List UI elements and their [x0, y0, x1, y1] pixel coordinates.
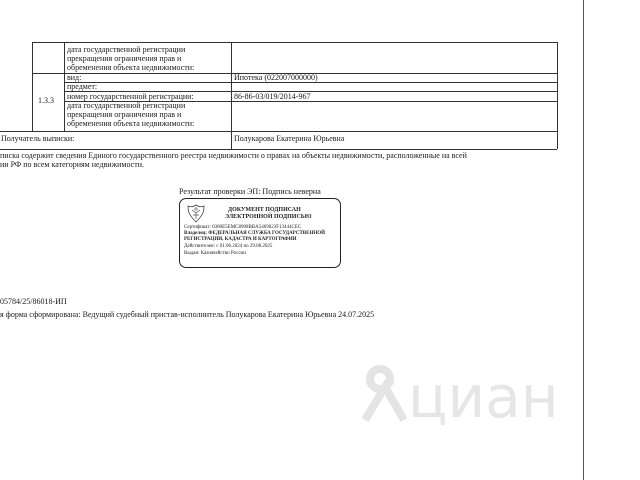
table-line: [64, 42, 65, 131]
termination-date-label: дата государственной регистрации: [67, 101, 186, 110]
reg-number-value: 86-86-03/019/2014-967: [234, 92, 311, 101]
subject-label: предмет:: [67, 82, 98, 91]
cian-logo-icon: [360, 365, 410, 425]
stamp-certificate: Сертификат: 0380E5EMC8908BBA5469023F13444CEC: [184, 225, 302, 230]
termination-date-label: обременения объекта недвижимости:: [67, 63, 195, 72]
table-line: [64, 82, 557, 83]
termination-date-label: обременения объекта недвижимости:: [67, 119, 195, 128]
stamp-owner: РЕГИСТРАЦИИ, КАДАСТРА И КАРТОГРАФИИ: [184, 237, 297, 242]
coat-of-arms-icon: [185, 203, 207, 225]
termination-date-label: прекращения ограничения прав и: [67, 54, 182, 63]
signature-check-result: Результат проверки ЭП: Подпись неверна: [179, 187, 321, 196]
stamp-title: ЭЛЕКТРОННОЙ ПОДПИСЬЮ: [225, 214, 312, 220]
table-line: [0, 131, 557, 132]
section-number: 1.3.3: [38, 96, 54, 105]
case-number: 05784/25/86018-ИП: [0, 297, 67, 306]
stamp-title: ДОКУМЕНТ ПОДПИСАН: [228, 207, 301, 213]
stamp-validity: Действителен: с 01.06.2024 по 29.08.2025: [184, 244, 273, 249]
signature-stamp: [179, 198, 341, 268]
table-line: [32, 42, 33, 131]
watermark-brand: циан: [408, 363, 559, 431]
encumbrance-type-value: Ипотека (022007000000): [234, 73, 318, 82]
table-line: [231, 42, 232, 149]
stamp-owner: Владелец: ФЕДЕРАЛЬНАЯ СЛУЖБА ГОСУДАРСТВЕННОЙ: [184, 231, 326, 236]
page-border: [583, 0, 584, 480]
statement-note: ии РФ по всем категориям недвижимости.: [0, 160, 144, 169]
statement-note: писка содержит сведения Единого государственного реестра недвижимости о правах на объекты недвижимости, расположенные на всей: [0, 151, 467, 160]
recipient-value: Полукарова Екатерина Юрьевна: [234, 134, 345, 143]
stamp-issuer: Выдан: Казначейство России: [184, 251, 246, 256]
encumbrance-type-label: вид:: [67, 73, 82, 82]
table-line: [0, 149, 557, 150]
reg-number-label: номер государственной регистрации:: [67, 92, 194, 101]
table-line: [32, 42, 557, 43]
recipient-label: Получатель выписки:: [1, 134, 75, 143]
formed-by-line: я форма сформирована: Ведущий судебный пристав-исполнитель Полукарова Екатерина Юрьевна 24.07.2025: [0, 310, 375, 319]
termination-date-label: прекращения ограничения прав и: [67, 110, 182, 119]
termination-date-label: дата государственной регистрации: [67, 45, 186, 54]
table-line: [557, 42, 558, 149]
